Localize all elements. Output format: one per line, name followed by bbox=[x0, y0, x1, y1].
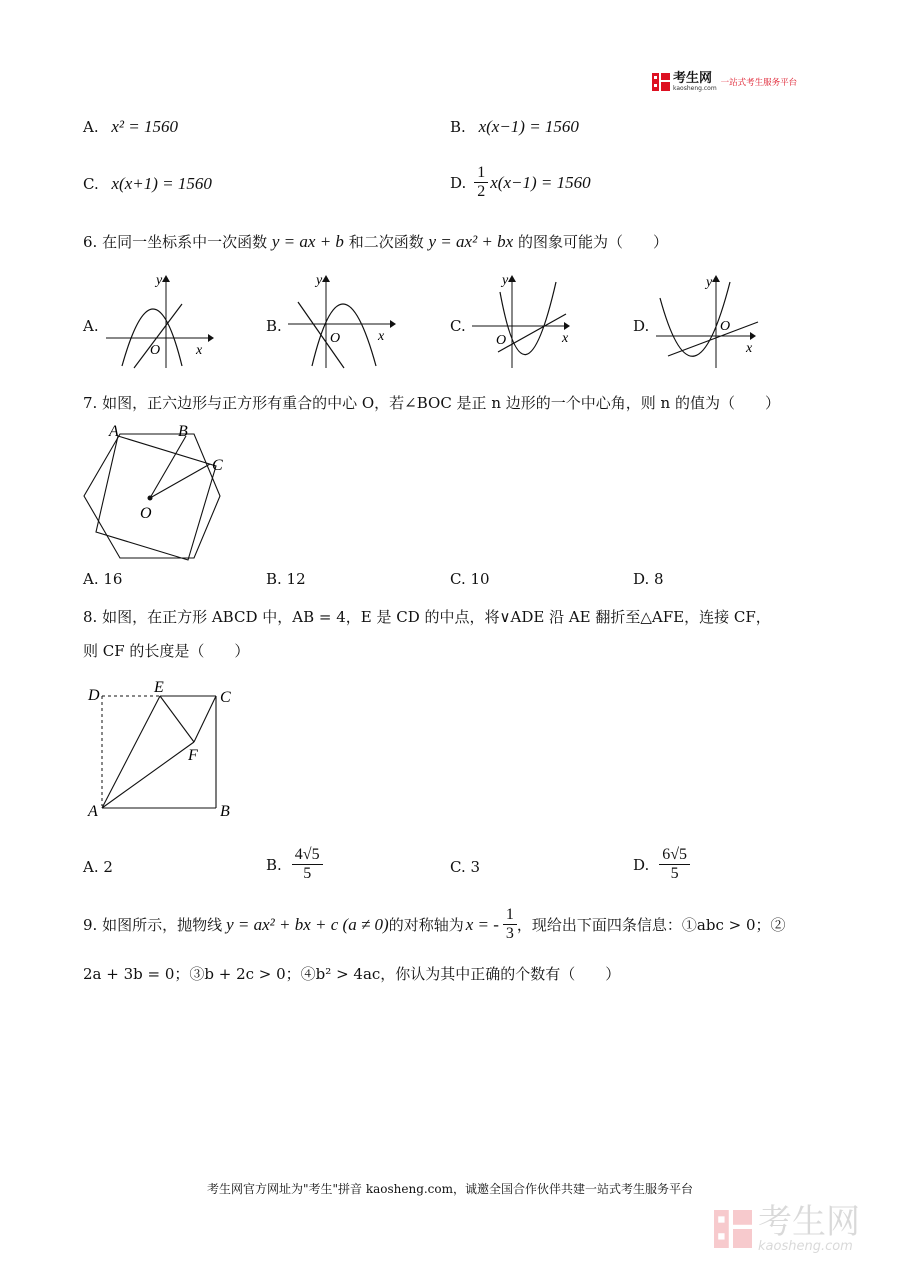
header-slogan: 一站式考生服务平台 bbox=[720, 78, 798, 88]
axis-equation: x = - bbox=[465, 914, 499, 934]
watermark-name: 考生网 bbox=[758, 1202, 860, 1242]
watermark-site: kaosheng.com bbox=[758, 1239, 853, 1254]
option-expr: x(x−1) = 1560 bbox=[490, 172, 591, 192]
q9-stem-line2: 2a + 3b = 0；③b + 2c > 0；④b² > 4ac，你认为其中正确的个数有（ ） bbox=[83, 965, 621, 983]
axis-x-label: x bbox=[378, 329, 385, 344]
option-label: D. bbox=[450, 173, 467, 192]
q6-graph-a[interactable] bbox=[104, 272, 216, 370]
q5-option-b[interactable] bbox=[450, 117, 579, 137]
fraction-numerator: 1 bbox=[503, 906, 517, 925]
option-fraction bbox=[659, 846, 690, 883]
q7-figure bbox=[76, 420, 236, 570]
footer-watermark bbox=[714, 1204, 860, 1254]
axis-y-label: y bbox=[502, 273, 509, 288]
fraction-denominator: 5 bbox=[303, 865, 312, 882]
fraction-denominator: 2 bbox=[477, 183, 486, 200]
origin-label: O bbox=[150, 343, 161, 358]
option-expr: x(x+1) = 1560 bbox=[111, 174, 212, 193]
fraction-numerator: 4√5 bbox=[292, 846, 323, 865]
q9-stem-line1 bbox=[83, 906, 786, 943]
q5-option-d[interactable] bbox=[450, 164, 591, 201]
q8-option-c[interactable]: C. 3 bbox=[450, 858, 481, 876]
kaosheng-logo-icon bbox=[652, 73, 670, 91]
footer-text: 考生网官方网址为"考生"拼音 kaosheng.com，诚邀全国合作伙伴共建一站式考生服务平台 bbox=[206, 1182, 694, 1196]
axis-x-label: x bbox=[196, 343, 203, 358]
q7-option-b[interactable]: B. 12 bbox=[266, 570, 306, 588]
point-f-label: F bbox=[188, 747, 198, 764]
origin-label: O bbox=[330, 331, 341, 346]
point-b-label: B bbox=[220, 803, 230, 820]
q5-option-a[interactable] bbox=[83, 117, 178, 137]
stem-text: 的图象可能为（ ） bbox=[517, 233, 668, 251]
q8-option-d[interactable] bbox=[633, 846, 690, 883]
option-label: C. bbox=[83, 175, 99, 193]
axis-x-label: x bbox=[562, 331, 569, 346]
axis-x-label: x bbox=[746, 341, 753, 356]
q8-figure bbox=[84, 680, 244, 822]
kaosheng-watermark-icon bbox=[714, 1206, 752, 1252]
q6-graph-c[interactable] bbox=[470, 272, 582, 370]
q8-stem-line1: 8. 如图，在正方形 ABCD 中，AB = 4，E 是 CD 的中点，将∨ADE 沿 AE 翻折至△AFE，连接 CF， bbox=[83, 608, 771, 626]
q8-option-b[interactable] bbox=[266, 846, 323, 883]
point-a-label: A bbox=[88, 803, 98, 820]
stem-text: 和二次函数 bbox=[348, 233, 424, 251]
axis-fraction bbox=[503, 906, 517, 943]
q6-graph-d[interactable] bbox=[654, 272, 764, 370]
q7-option-d[interactable]: D. 8 bbox=[633, 570, 664, 588]
q6-graph-b[interactable] bbox=[286, 272, 398, 370]
point-d-label: D bbox=[88, 687, 100, 704]
option-fraction bbox=[292, 846, 323, 883]
point-c-label: C bbox=[212, 457, 223, 474]
point-o-label: O bbox=[140, 505, 152, 522]
point-c-label: C bbox=[220, 689, 231, 706]
fraction-denominator: 3 bbox=[505, 925, 514, 942]
option-label: A. bbox=[83, 118, 99, 136]
origin-label: O bbox=[496, 333, 507, 348]
header-logo bbox=[652, 72, 797, 92]
stem-text: 6. 在同一坐标系中一次函数 bbox=[83, 233, 268, 251]
q6-stem bbox=[83, 232, 668, 252]
linear-function: y = ax + b bbox=[271, 232, 344, 251]
q8-stem-line2: 则 CF 的长度是（ ） bbox=[83, 642, 250, 660]
q6-option-a-label[interactable]: A. bbox=[83, 317, 99, 335]
axis-y-label: y bbox=[706, 275, 713, 290]
logo-name: 考生网 bbox=[673, 71, 713, 86]
stem-text: 9. 如图所示，抛物线 bbox=[83, 915, 223, 934]
q8-option-a[interactable]: A. 2 bbox=[83, 858, 113, 876]
option-label: B. bbox=[450, 118, 466, 136]
q7-stem: 7. 如图，正六边形与正方形有重合的中心 O，若∠BOC 是正 n 边形的一个中心角，则 n 的值为（ ） bbox=[83, 394, 780, 412]
stem-text: ，现给出下面四条信息：①abc > 0；② bbox=[516, 915, 786, 934]
q6-option-c-label[interactable]: C. bbox=[450, 317, 466, 335]
option-label: B. bbox=[266, 855, 282, 874]
option-fraction bbox=[474, 164, 488, 201]
fraction-denominator: 5 bbox=[670, 865, 679, 882]
q6-option-d-label[interactable]: D. bbox=[633, 317, 650, 335]
parabola-equation: y = ax² + bx + c (a ≠ 0) bbox=[226, 914, 389, 934]
option-expr: x(x−1) = 1560 bbox=[478, 117, 579, 136]
origin-label: O bbox=[720, 319, 731, 334]
axis-y-label: y bbox=[156, 273, 163, 288]
fraction-numerator: 1 bbox=[474, 164, 488, 183]
point-e-label: E bbox=[154, 680, 164, 696]
stem-text: 的对称轴为 bbox=[388, 915, 464, 934]
fraction-numerator: 6√5 bbox=[659, 846, 690, 865]
q7-option-c[interactable]: C. 10 bbox=[450, 570, 490, 588]
option-label: D. bbox=[633, 855, 650, 874]
logo-site: kaosheng.com bbox=[673, 85, 717, 92]
quadratic-function: y = ax² + bx bbox=[428, 232, 514, 251]
point-b-label: B bbox=[178, 423, 188, 440]
q6-option-b-label[interactable]: B. bbox=[266, 317, 282, 335]
q7-option-a[interactable]: A. 16 bbox=[83, 570, 123, 588]
point-a-label: A bbox=[109, 423, 119, 440]
axis-y-label: y bbox=[316, 273, 323, 288]
option-expr: x² = 1560 bbox=[111, 117, 179, 136]
q5-option-c[interactable] bbox=[83, 174, 212, 194]
